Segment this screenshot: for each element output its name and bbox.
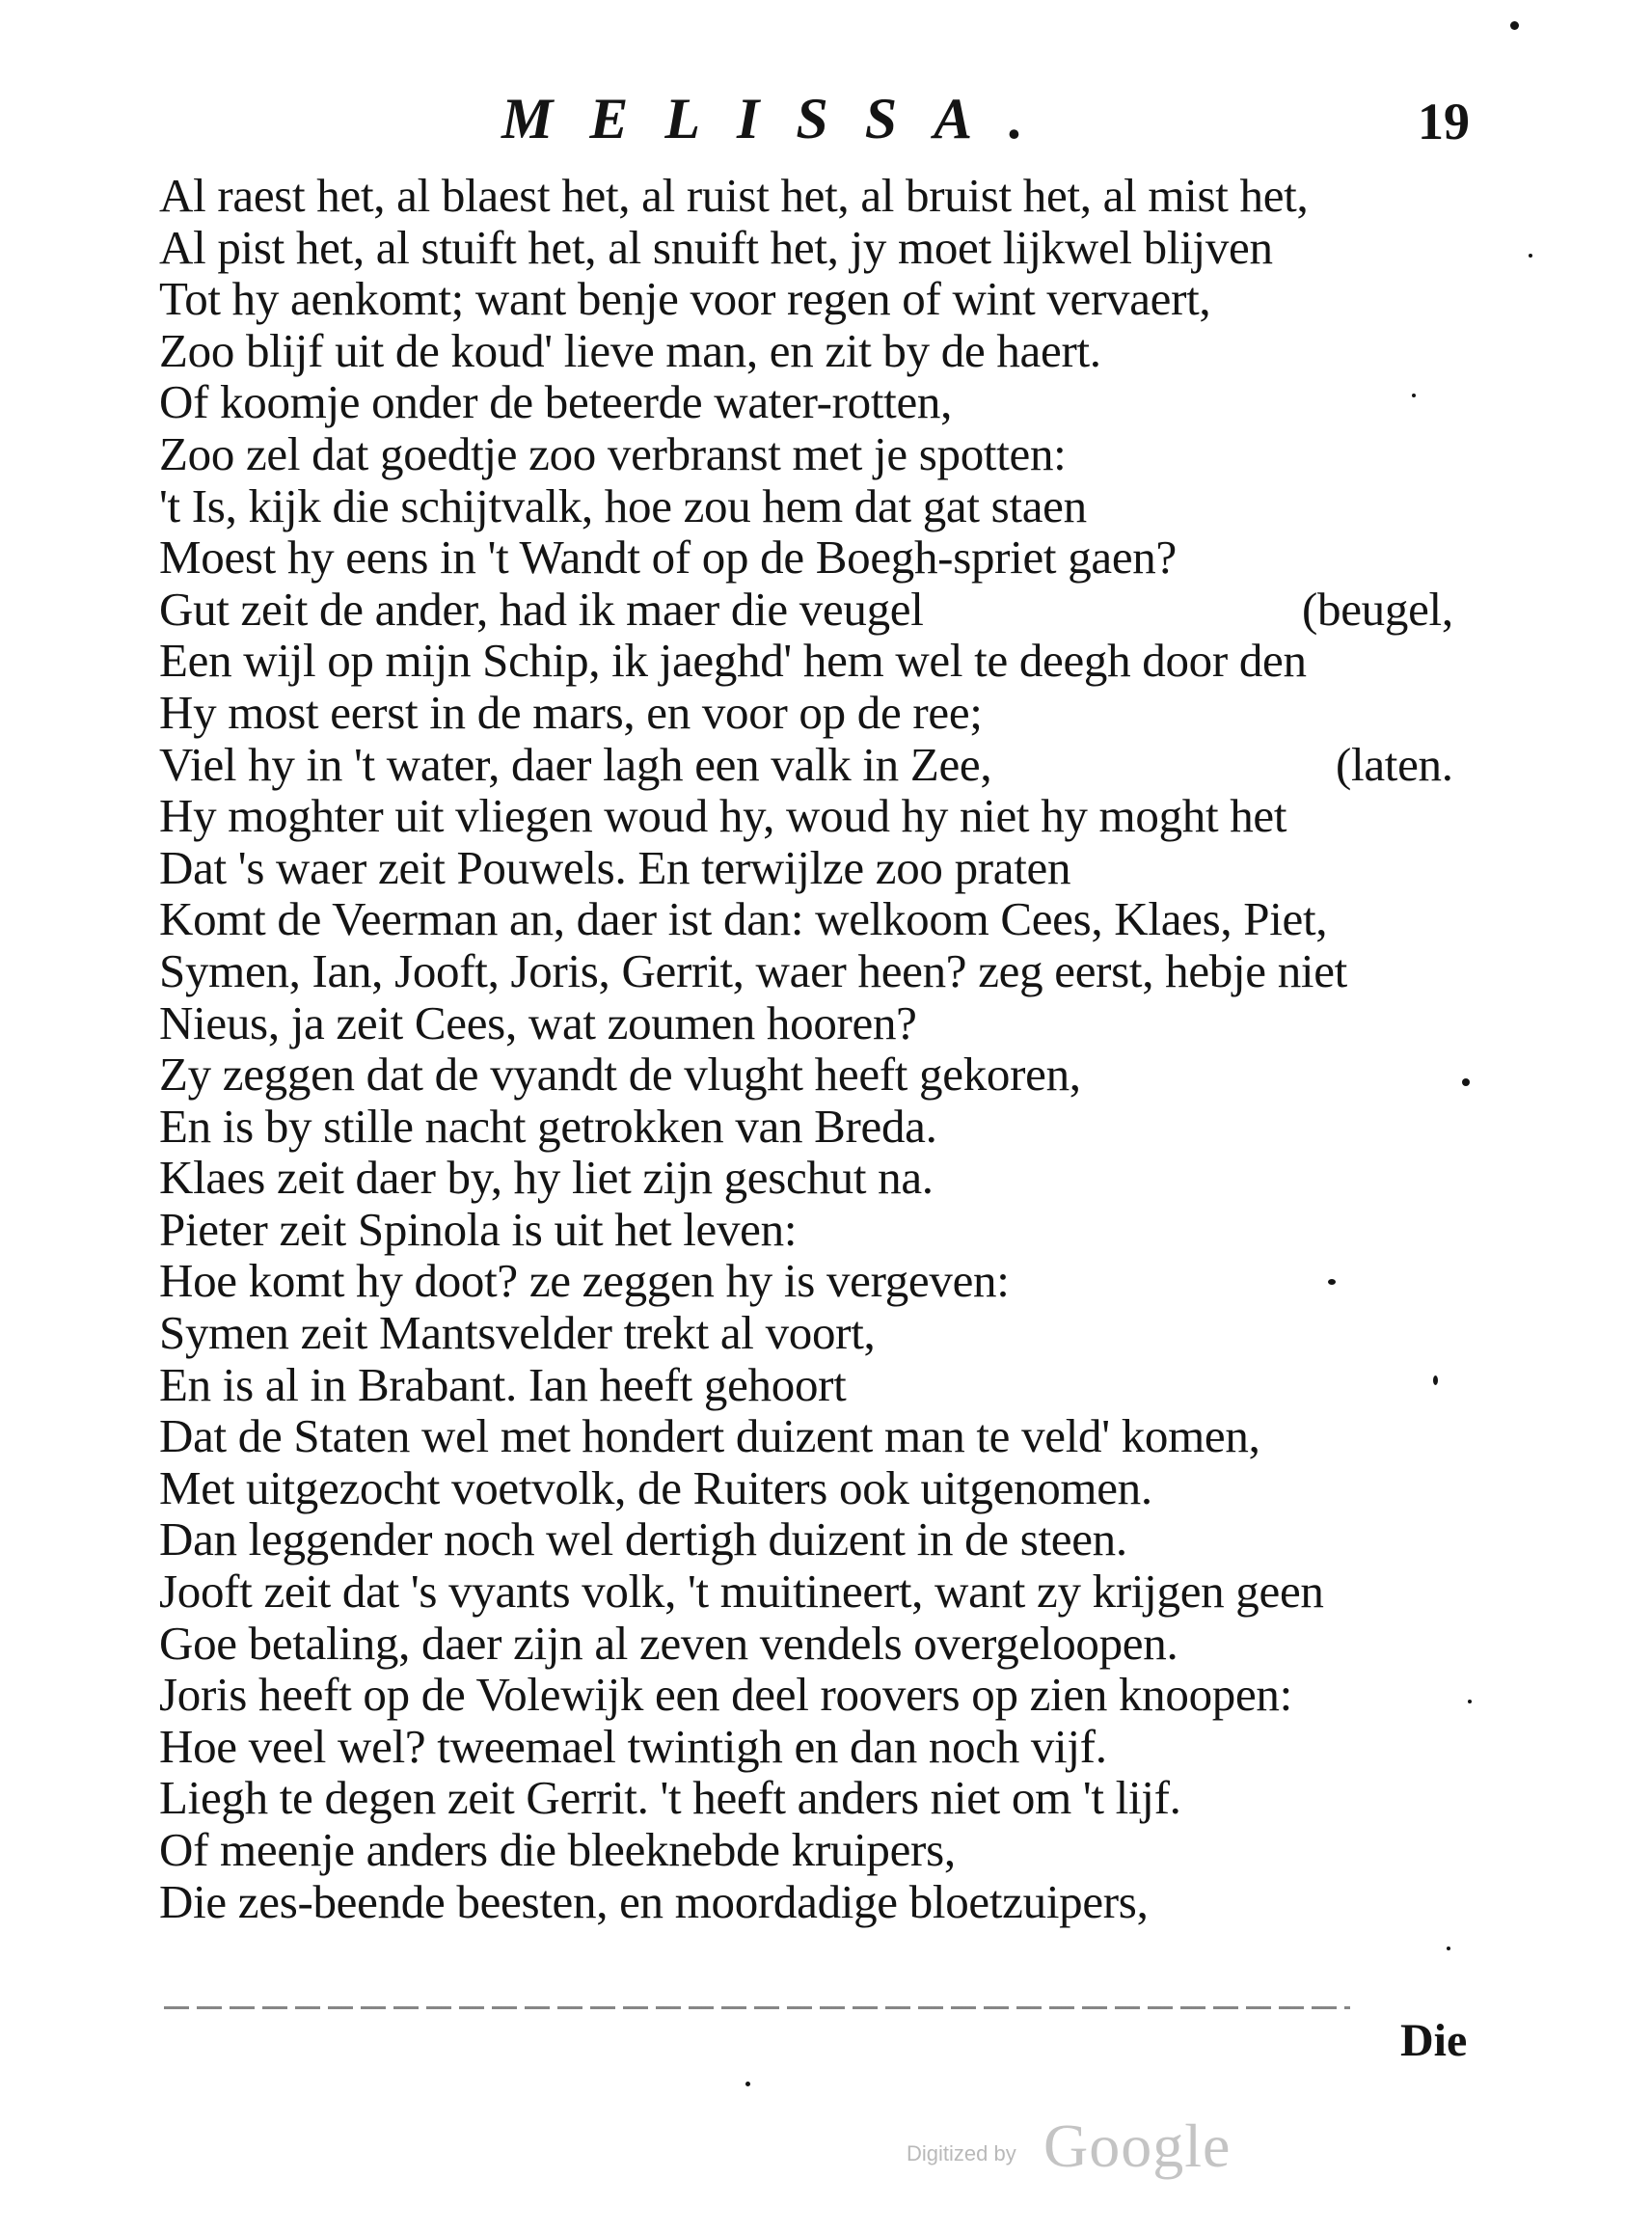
catchword: Die: [1400, 2015, 1468, 2066]
verse-line: Jooft zeit dat 's vyants volk, 't muitineert, want zy krijgen geen: [159, 1565, 1324, 1619]
ink-speck: [1529, 254, 1532, 258]
running-head: [0, 85, 1652, 152]
digitization-watermark: [907, 2112, 1254, 2180]
running-title: MELISSA.: [501, 87, 1061, 150]
print-bleed-rule: [164, 2006, 1350, 2009]
verse-line: Goe betaling, daer zijn al zeven vendels overgeloopen.: [159, 1616, 1178, 1670]
verse-line: Hoe komt hy doot? ze zeggen hy is vergeven:: [159, 1254, 1010, 1308]
verse-line: En is by stille nacht getrokken van Breda.: [159, 1099, 937, 1153]
verse-line: Al raest het, al blaest het, al ruist het, al bruist het, al mist het,: [159, 169, 1309, 222]
verse-line: Moest hy eens in 't Wandt of op de Boegh-spriet gaen?: [159, 531, 1177, 585]
verse-line: 't Is, kijk die schijtvalk, hoe zou hem dat gat staen: [159, 478, 1087, 532]
verse-line: Tot hy aenkomt; want benje voor regen of wint vervaert,: [159, 272, 1211, 326]
watermark-prefix: Digitized by: [907, 2141, 1016, 2165]
verse-line: Of meenje anders die bleeknebde kruipers,: [159, 1823, 956, 1876]
verse-line: Dat 's waer zeit Pouwels. En terwijlze zoo praten: [159, 840, 1071, 894]
verse-line: Zoo zel dat goedtje zoo verbranst met je spotten:: [159, 426, 1067, 480]
verse-line: Of koomje onder de beteerde water-rotten,: [159, 375, 953, 429]
verse-line: Komt de Veerman an, daer ist dan: welkoom Cees, Klaes, Piet,: [159, 892, 1328, 946]
verse-line: Joris heeft op de Volewijk een deel roovers op zien knoopen:: [159, 1668, 1292, 1722]
ink-speck: [1510, 21, 1519, 30]
verse-line: Een wijl op mijn Schip, ik jaeghd' hem wel te deegh door den: [159, 634, 1307, 688]
ink-speck: [1433, 1375, 1438, 1385]
verse-line: Symen zeit Mantsvelder trekt al voort,: [159, 1306, 876, 1360]
verse-line: Die zes-beende beesten, en moordadige bloetzuipers,: [159, 1874, 1149, 1928]
verse-line: En is al in Brabant. Ian heeft gehoort: [159, 1357, 847, 1411]
verse-line: Viel hy in 't water, daer lagh een valk in Zee, (laten.: [159, 737, 1453, 791]
ink-speck: [1447, 1947, 1450, 1950]
ink-speck: [1412, 394, 1416, 397]
verse-line: Hy most eerst in de mars, en voor op de ree;: [159, 685, 983, 739]
page-number: 19: [1418, 93, 1470, 150]
verse-text: [159, 170, 1509, 1927]
verse-line: Hoe veel wel? tweemael twintigh en dan noch vijf.: [159, 1719, 1107, 1773]
verse-line: Zy zeggen dat de vyandt de vlught heeft gekoren,: [159, 1048, 1081, 1102]
ink-speck: [1462, 1078, 1470, 1086]
turnover-word: (laten.: [1336, 737, 1453, 791]
turnover-word: (beugel,: [1302, 582, 1453, 636]
ink-speck: [1328, 1279, 1336, 1285]
verse-line: Al pist het, al stuift het, al snuift het, jy moet lijkwel blijven: [159, 220, 1273, 274]
ink-speck: [1468, 1700, 1472, 1703]
verse-line: Liegh te degen zeit Gerrit. 't heeft anders niet om 't lijf.: [159, 1771, 1181, 1825]
verse-line: Gut zeit de ander, had ik maer die veugel (beugel,: [159, 582, 1453, 636]
verse-line: Hy moghter uit vliegen woud hy, woud hy niet hy moght het: [159, 789, 1287, 843]
verse-line: Dat de Staten wel met hondert duizent man te veld' komen,: [159, 1409, 1260, 1463]
verse-line: Klaes zeit daer by, hy liet zijn geschut na.: [159, 1151, 934, 1205]
verse-line: Met uitgezocht voetvolk, de Ruiters ook uitgenomen.: [159, 1460, 1152, 1514]
verse-line: Nieus, ja zeit Cees, wat zoumen hooren?: [159, 995, 917, 1049]
ink-speck: [745, 2082, 750, 2086]
verse-line: Symen, Ian, Jooft, Joris, Gerrit, waer heen? zeg eerst, hebje niet: [159, 943, 1347, 997]
verse-line: Zoo blijf uit de koud' lieve man, en zit by de haert.: [159, 323, 1101, 377]
google-logo: Google: [1043, 2111, 1232, 2180]
verse-line: Pieter zeit Spinola is uit het leven:: [159, 1202, 798, 1256]
verse-line: Dan leggender noch wel dertigh duizent in de steen.: [159, 1512, 1127, 1566]
